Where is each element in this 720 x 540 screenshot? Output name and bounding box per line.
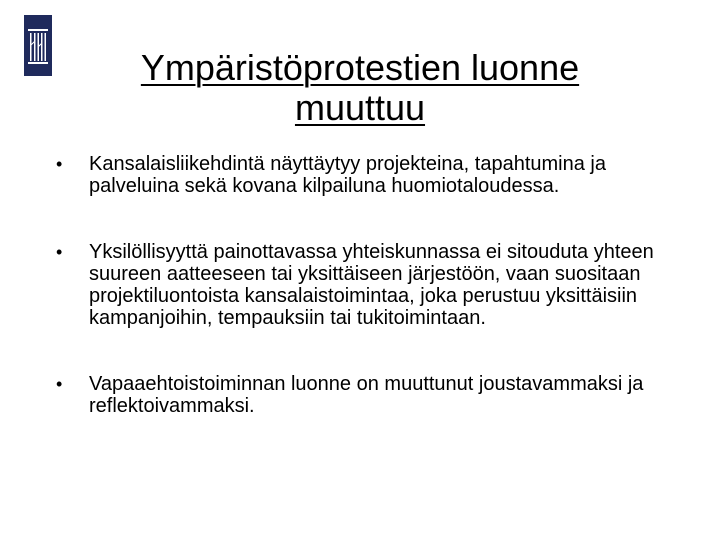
bullet-text: Vapaaehtoistoiminnan luonne on muuttunut joustavammaksi ja reflektoivammaksi. [89,373,644,417]
bullet-item [56,241,676,329]
bullet-item [56,373,676,417]
bullet-item [56,153,676,197]
bullet-text: Kansalaisliikehdintä näyttäytyy projekteina, tapahtumina ja palveluina sekä kovana kilpailuna huomiotaloudessa. [89,153,606,197]
bullet-marker: • [56,374,63,394]
bullet-marker: • [56,242,63,262]
bullet-text: Yksilöllisyyttä painottavassa yhteiskunnassa ei sitouduta yhteen suureen aatteeseen tai yksittäiseen järjestöön, vaan suositaan projektiluontoista kansalaistoimintaa, joka perustuu yksittäisiin kampanjoihin, tempauksiin tai tukitoimintaan. [89,241,654,329]
university-logo-icon [24,15,52,76]
slide-title: Ympäristöprotestien luonne muuttuu [140,47,580,128]
bullet-list [56,153,676,461]
pillars-logo-graphic [24,15,52,76]
bullet-marker: • [56,154,63,174]
